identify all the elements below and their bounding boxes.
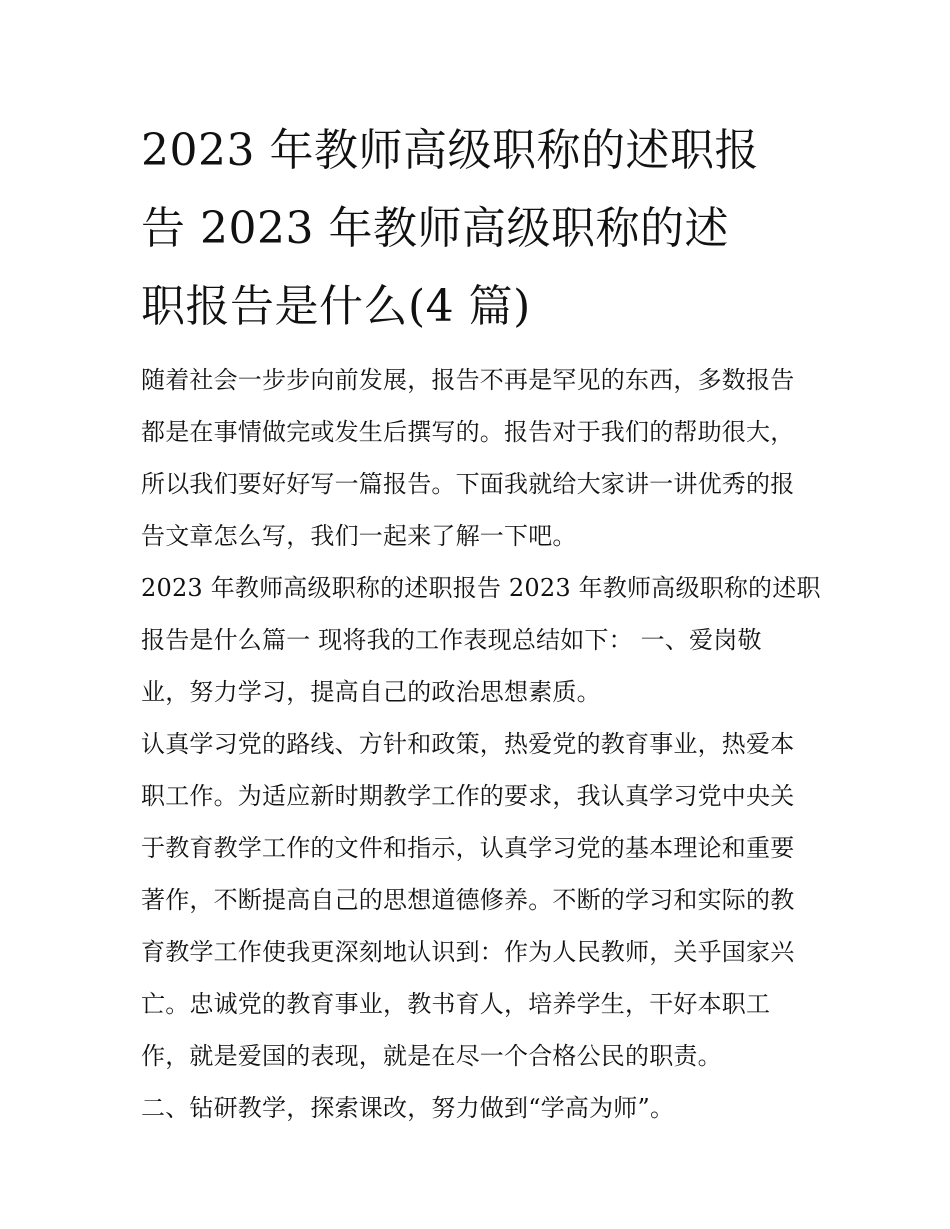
title-line: 职报告是什么(4 篇)	[141, 281, 531, 332]
text-line: 于教育教学工作的文件和指示，认真学习党的基本理论和重要	[141, 834, 795, 862]
text-line: 报告是什么篇一 现将我的工作表现总结如下： 一、爱岗敬	[141, 626, 762, 654]
text-line: 2023 年教师高级职称的述职报告 2023 年教师高级职称的述职	[141, 574, 821, 602]
text-line: 认真学习党的路线、方针和政策，热爱党的教育事业，热爱本	[141, 730, 795, 758]
text-line: 随着社会一步步向前发展，报告不再是罕见的东西，多数报告	[141, 366, 795, 394]
document-body	[141, 354, 821, 1134]
text-line: 业，努力学习，提高自己的政治思想素质。	[141, 678, 601, 706]
paragraph-intro	[141, 354, 821, 562]
document-title	[141, 112, 821, 346]
text-line: 亡。忠诚党的教育事业，教书育人，培养学生，干好本职工	[141, 990, 771, 1018]
title-line: 2023 年教师高级职称的述职报	[141, 125, 759, 176]
paragraph-summary	[141, 562, 821, 718]
text-line: 告文章怎么写，我们一起来了解一下吧。	[141, 522, 577, 550]
text-line: 育教学工作使我更深刻地认识到：作为人民教师，关乎国家兴	[141, 938, 795, 966]
text-line: 都是在事情做完或发生后撰写的。报告对于我们的帮助很大，	[141, 418, 795, 446]
text-line: 职工作。为适应新时期教学工作的要求，我认真学习党中央关	[141, 782, 795, 810]
text-line: 二、钻研教学，探索课改，努力做到“学高为师”。	[141, 1094, 675, 1122]
title-line: 告 2023 年教师高级职称的述	[141, 203, 729, 254]
text-line: 作，就是爱国的表现，就是在尽一个合格公民的职责。	[141, 1042, 722, 1070]
text-line: 所以我们要好好写一篇报告。下面我就给大家讲一讲优秀的报	[141, 470, 795, 498]
paragraph-study	[141, 718, 821, 1082]
text-line: 著作，不断提高自己的思想道德修养。不断的学习和实际的教	[141, 886, 795, 914]
document-content	[141, 112, 821, 1134]
paragraph-teaching	[141, 1082, 821, 1134]
